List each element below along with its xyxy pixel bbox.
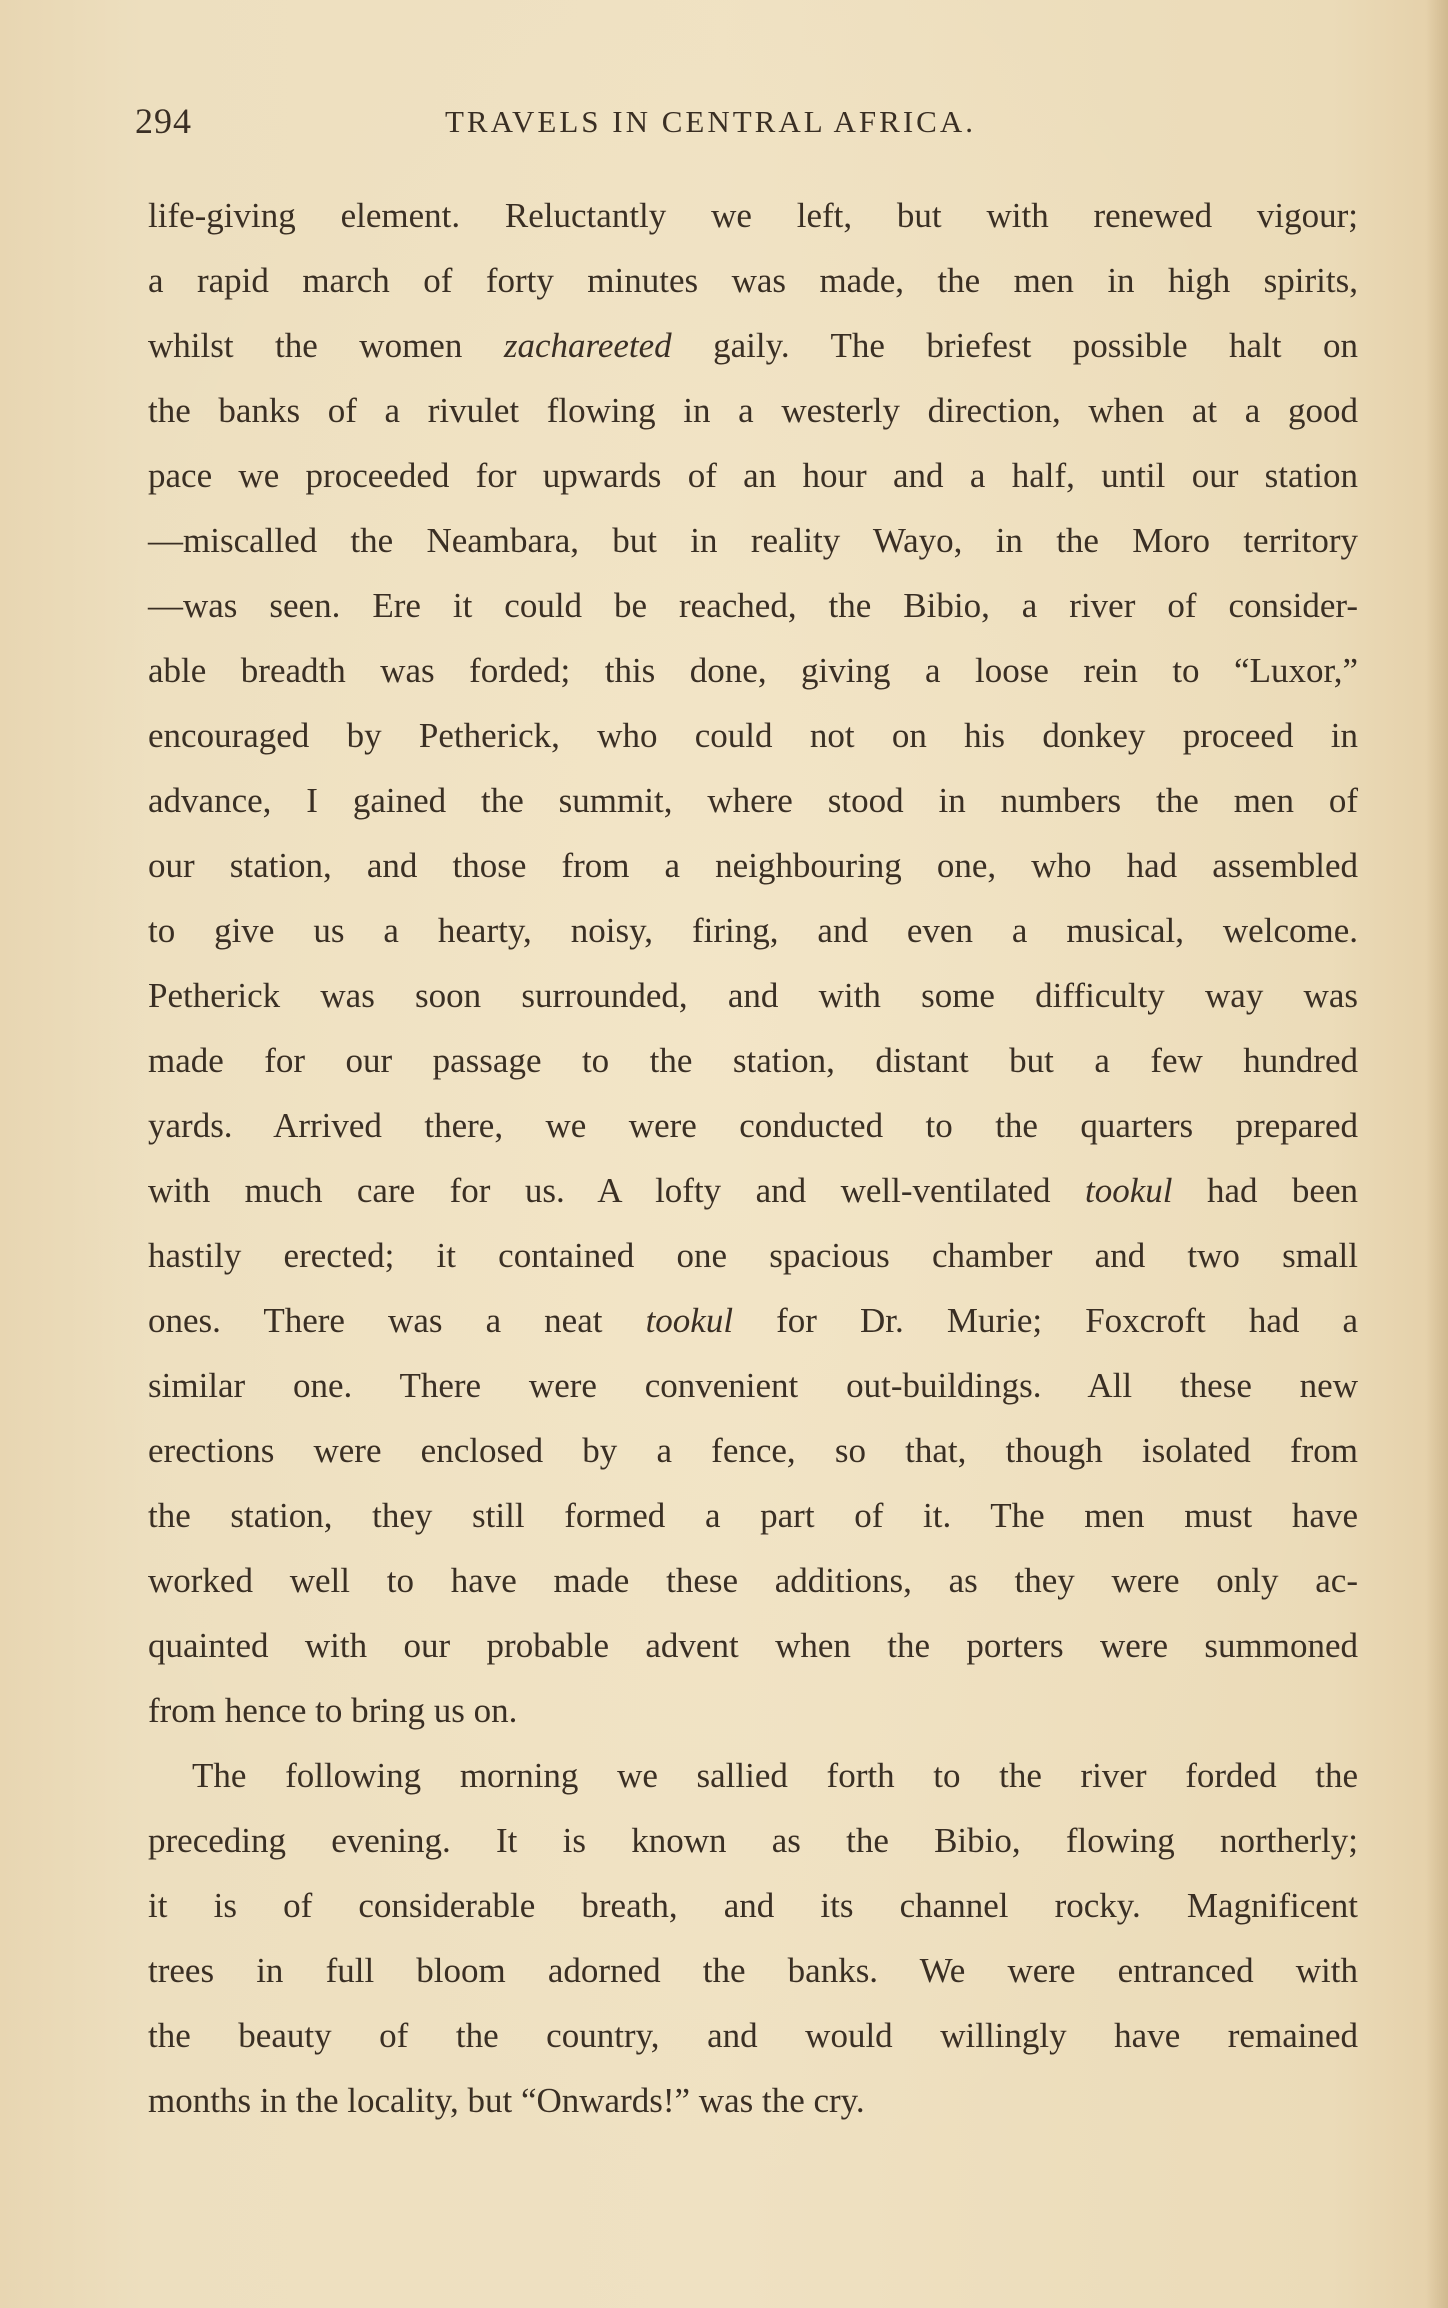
text-line: with much care for us. A lofty and well-ventilated tookul had been [148,1171,1359,1210]
text-line: to give us a hearty, noisy, firing, and even a musical, welcome. [148,911,1358,950]
text-line: encouraged by Petherick, who could not on his donkey proceed in [148,716,1358,755]
text-line: the beauty of the country, and would willingly have remained [148,2016,1358,2055]
text-line: ones. There was a neat tookul for Dr. Murie; Foxcroft had a [148,1301,1358,1340]
text-line: hastily erected; it contained one spacious chamber and two small [148,1236,1358,1275]
text-line: —miscalled the Neambara, but in reality Wayo, in the Moro territory [148,521,1358,560]
text-line: yards. Arrived there, we were conducted to the quarters prepared [148,1106,1358,1145]
text-line: advance, I gained the summit, where stood in numbers the men of [148,781,1358,820]
text-line: trees in full bloom adorned the banks. We were entranced with [148,1951,1358,1990]
body-text [148,192,1358,2142]
paragraph-start-line: The following morning we sallied forth to the river forded the [192,1756,1358,1795]
text-line: the station, they still formed a part of it. The men must have [148,1496,1358,1535]
paragraph-end-line: months in the locality, but “Onwards!” was the cry. [148,2081,865,2120]
page-number: 294 [135,101,192,141]
text-line: life-giving element. Reluctantly we left, but with renewed vigour; [148,196,1358,235]
text-line: able breadth was forded; this done, giving a loose rein to “Luxor,” [148,651,1358,690]
italic-term: zachareeted [503,326,672,365]
text-line: preceding evening. It is known as the Bibio, flowing northerly; [148,1821,1358,1860]
page-header [135,100,1055,150]
page-edge-shadow [1426,0,1448,2308]
running-head: TRAVELS IN CENTRAL AFRICA. [445,104,976,139]
italic-term: tookul [645,1301,734,1340]
text-line: whilst the women zachareeted gaily. The briefest possible halt on [148,326,1358,365]
text-line: our station, and those from a neighbouring one, who had assembled [148,846,1358,885]
text-line: worked well to have made these additions, as they were only ac- [148,1561,1358,1600]
text-line: a rapid march of forty minutes was made, the men in high spirits, [148,261,1358,300]
italic-term: tookul [1085,1171,1173,1210]
text-line: similar one. There were convenient out-buildings. All these new [148,1366,1358,1405]
text-line: erections were enclosed by a fence, so that, though isolated from [148,1431,1358,1470]
text-line: made for our passage to the station, distant but a few hundred [148,1041,1358,1080]
text-line: the banks of a rivulet flowing in a westerly direction, when at a good [148,391,1358,430]
paragraph-end-line: from hence to bring us on. [148,1691,518,1730]
text-line: it is of considerable breath, and its channel rocky. Magnificent [148,1886,1358,1925]
text-line: pace we proceeded for upwards of an hour and a half, until our station [148,456,1358,495]
text-line: quainted with our probable advent when the porters were summoned [148,1626,1358,1665]
text-line: Petherick was soon surrounded, and with some difficulty way was [148,976,1358,1015]
text-line: —was seen. Ere it could be reached, the Bibio, a river of consider- [148,586,1358,625]
